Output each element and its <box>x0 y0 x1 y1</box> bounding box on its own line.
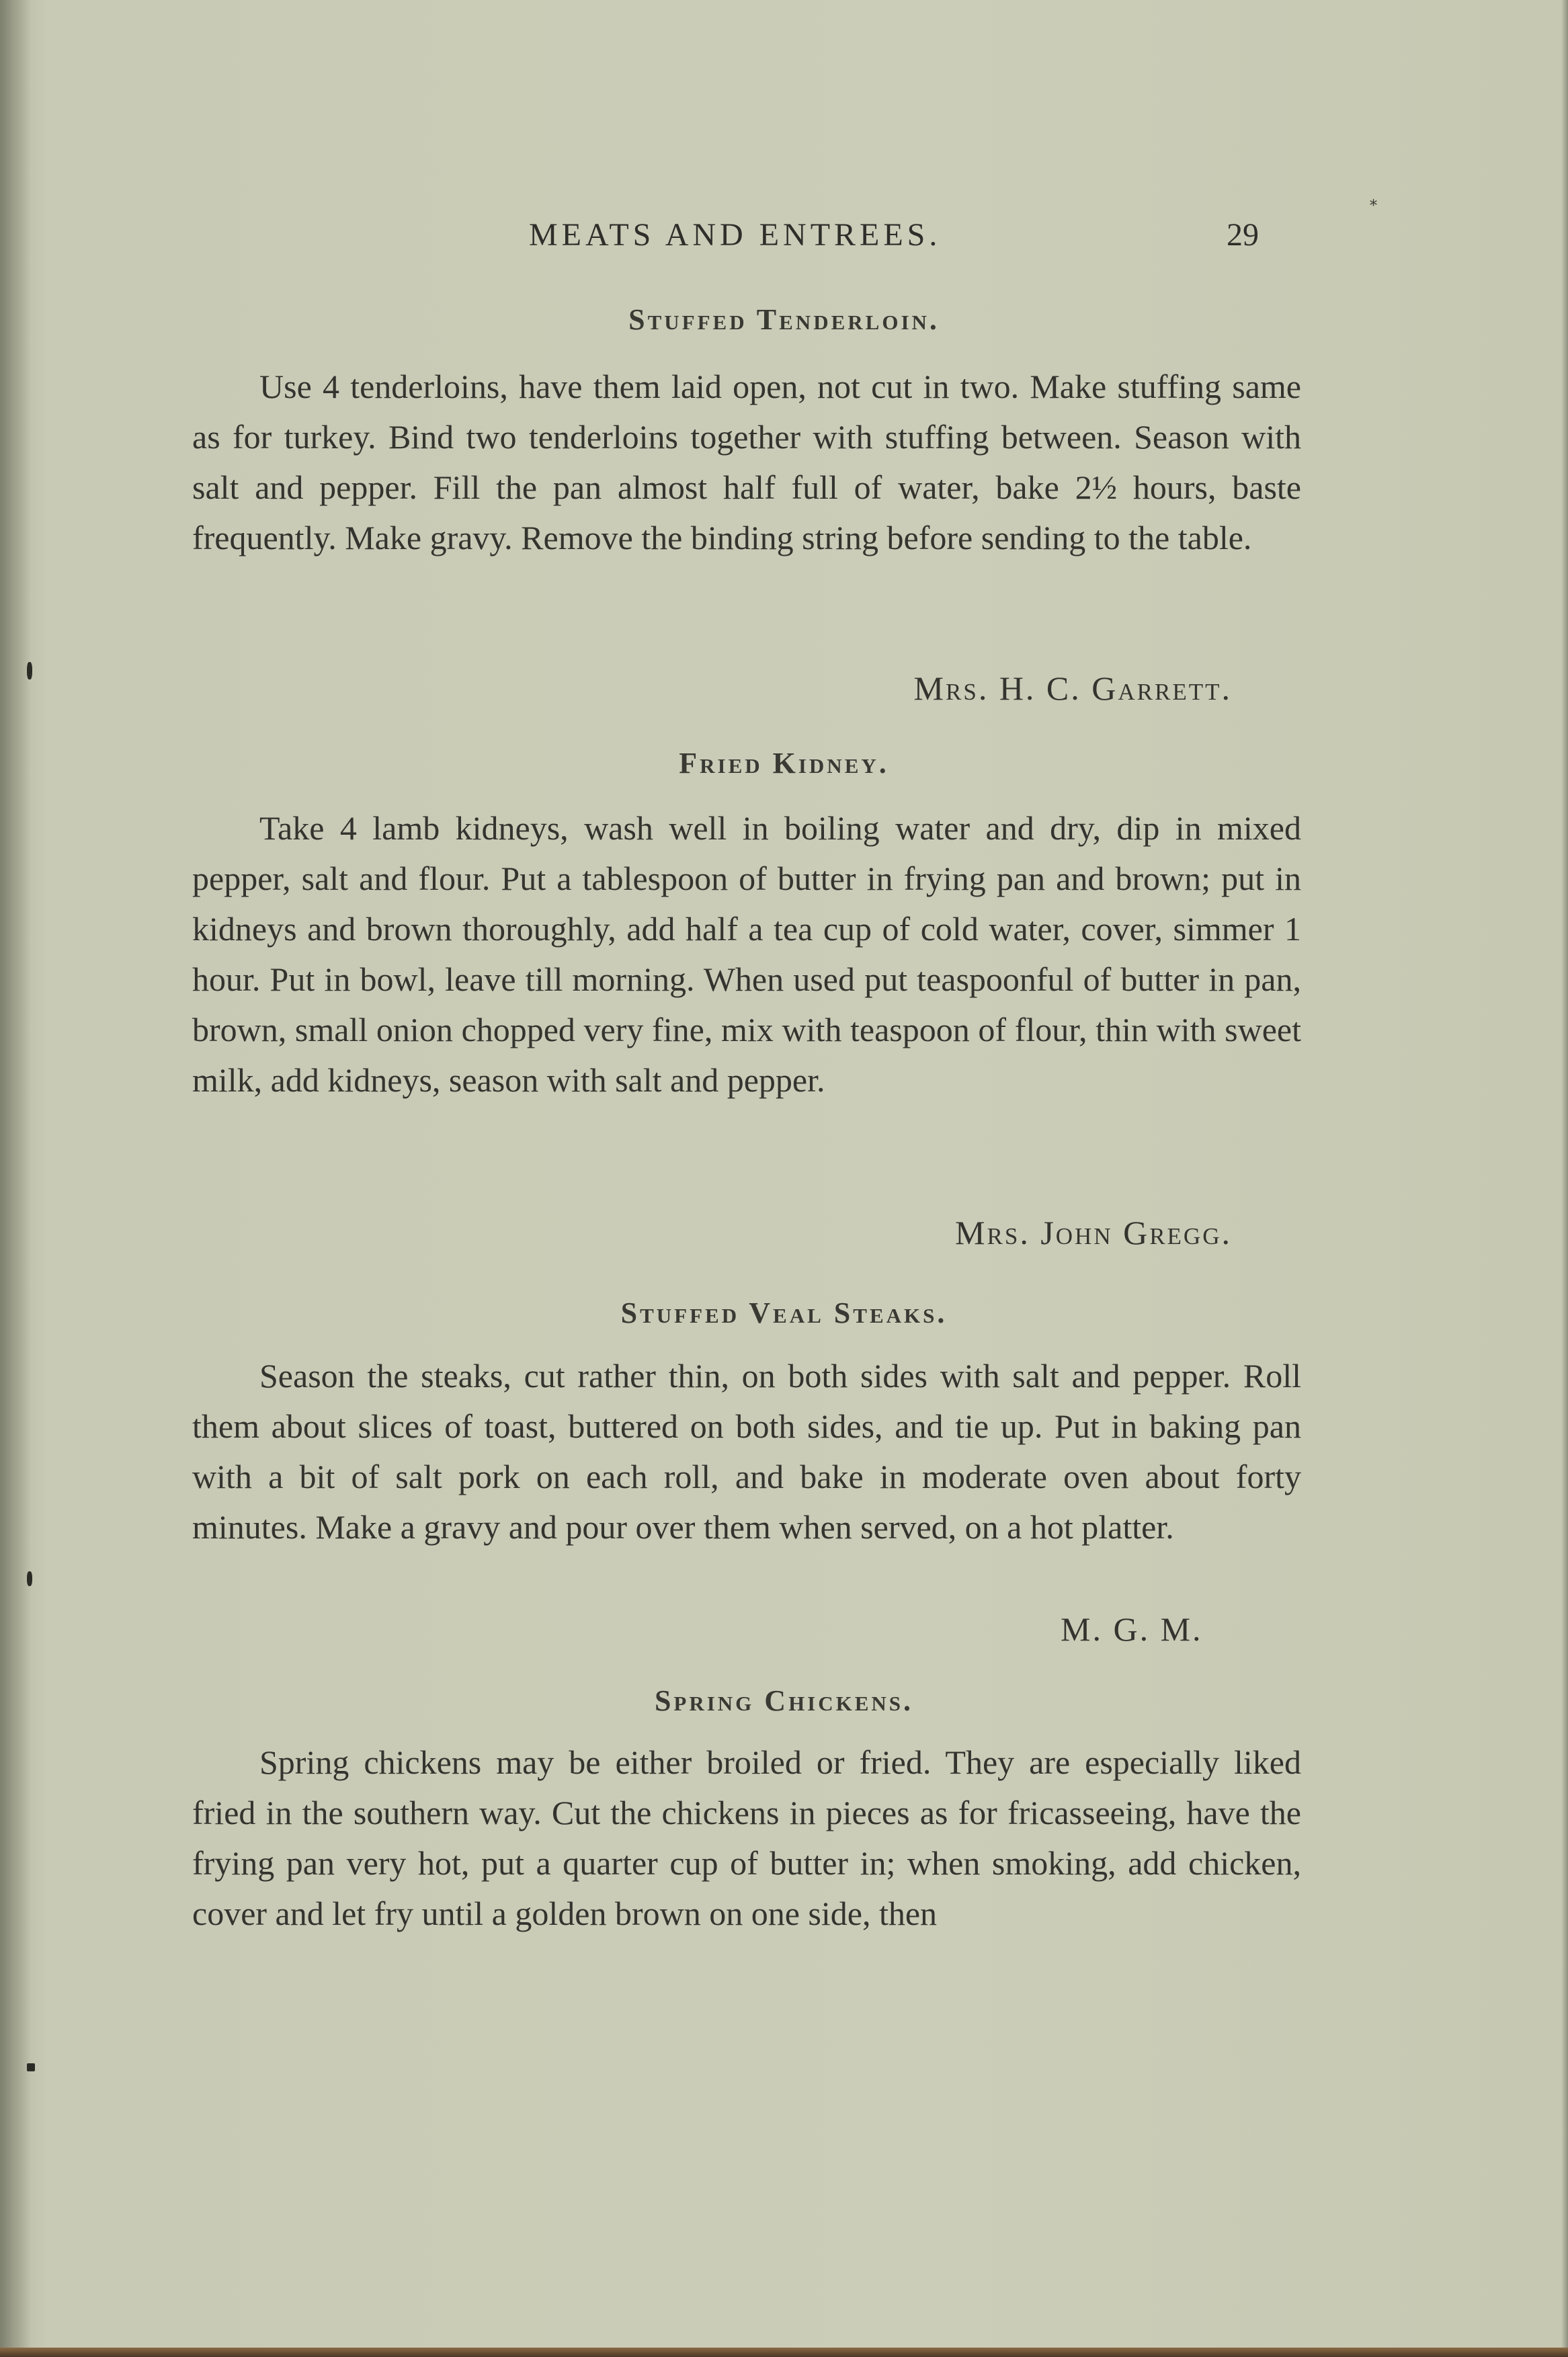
recipe-author: Mrs. John Gregg. <box>955 1214 1232 1251</box>
recipe-text: Use 4 tenderloins, have them laid open, not cut in two. Make stuffing same as for turkey. Bind two tenderloins together with stuffing between. Season with salt and pepper. Fill the pan almost half full of water, bake 2½ hours, baste frequently. Make gravy. Remove the binding string before sending to the table. <box>192 368 1301 556</box>
recipe-author: M. G. M. <box>1061 1610 1203 1648</box>
running-header: MEATS AND ENTREES. <box>529 217 942 253</box>
binding-shadow <box>0 0 31 2357</box>
margin-mark <box>27 2063 35 2071</box>
margin-mark <box>27 662 32 679</box>
page-edge-shadow <box>1561 0 1568 2357</box>
recipe-text: Spring chickens may be either broiled or fried. They are especially liked fried in the southern way. Cut the chickens in pieces as for fricasseeing, have the frying pan very hot, put a quarter cup of butter in; when smoking, add chicken, cover and let fry until a golden brown on one side, then <box>192 1743 1301 1932</box>
corner-mark: ⁎ <box>1370 192 1377 209</box>
recipe-author: Mrs. H. C. Garrett. <box>913 669 1232 707</box>
margin-mark <box>27 1571 32 1586</box>
bottom-edge-band <box>0 2348 1568 2357</box>
recipe-heading: Stuffed Veal Steaks. <box>620 1296 948 1329</box>
recipe-heading: Stuffed Tenderloin. <box>628 303 940 336</box>
recipe-text: Season the steaks, cut rather thin, on both sides with salt and pepper. Roll them about slices of toast, buttered on both sides, and tie up. Put in baking pan with a bit of salt pork on each roll, and bake in moderate oven about forty minutes. Make a gravy and pour over them when served, on a hot platter. <box>192 1357 1301 1546</box>
recipe-heading: Spring Chickens. <box>654 1684 914 1717</box>
page-number: 29 <box>1227 217 1259 253</box>
recipe-heading: Fried Kidney. <box>679 747 889 780</box>
recipe-text: Take 4 lamb kidneys, wash well in boiling water and dry, dip in mixed pepper, salt and flour. Put a tablespoon of butter in frying pan and brown; put in kidneys and brown thoroughly, add half a tea cup of cold water, cover, simmer 1 hour. Put in bowl, leave till morning. When used put teaspoonful of butter in pan, brown, small onion chopped very fine, mix with teaspoon of flour, thin with sweet milk, add kidneys, season with salt and pepper. <box>192 809 1301 1099</box>
